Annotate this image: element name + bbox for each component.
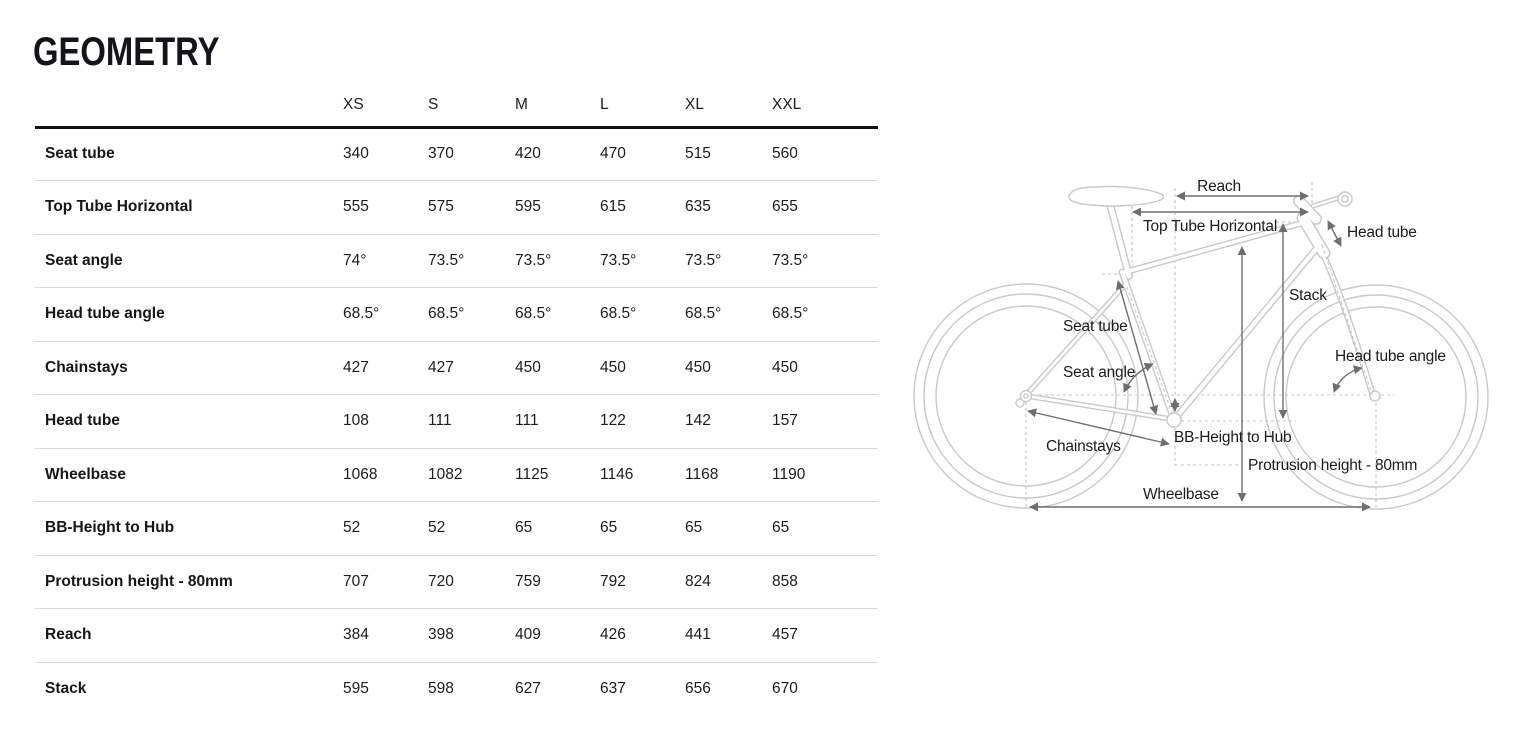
row-label: BB-Height to Hub [45,519,175,537]
row-label: Head tube angle [45,305,165,323]
row-label: Wheelbase [45,465,126,483]
table-cell: 427 [343,358,369,376]
table-cell: 73.5° [600,251,637,269]
table-body [35,127,878,716]
table-cell: 595 [515,198,541,216]
table-cell: 65 [772,519,790,537]
label-bb-height-to-hub: BB-Height to Hub [1174,429,1292,446]
table-row [35,609,878,663]
label-head-tube: Head tube [1347,224,1417,241]
rear-derailleur [1016,399,1024,407]
saddle [1069,186,1163,205]
handlebar-grip [1338,192,1352,206]
table-cell: 142 [685,412,711,430]
table-row [35,341,878,395]
table-cell: 384 [343,626,369,644]
table-cell: 426 [600,626,626,644]
table-cell: 74° [343,251,367,269]
table-cell: 398 [428,626,454,644]
table-cell: 858 [772,572,798,590]
row-label: Stack [45,680,87,697]
table-cell: 637 [600,680,626,697]
table-row [35,127,878,181]
table-row [35,181,878,235]
row-label: Reach [45,626,92,644]
row-label: Protrusion height - 80mm [45,572,233,590]
diagram-labels [1046,178,1446,503]
label-head-tube-angle: Head tube angle [1335,348,1446,365]
table-cell: 1168 [685,465,719,483]
column-header: L [600,95,609,113]
table-cell: 1082 [428,465,463,483]
table-cell: 73.5° [685,251,722,269]
table-cell: 450 [772,358,798,376]
label-chainstays: Chainstays [1046,438,1121,455]
table-cell: 111 [515,412,539,430]
page-title: GEOMETRY [33,30,220,74]
table-cell: 470 [600,145,626,163]
head-tube-arrow [1328,221,1341,246]
table-header-row [35,84,878,127]
table-row [35,662,878,716]
column-header: XXL [772,95,802,113]
table-cell: 1125 [515,465,549,483]
table-row [35,234,878,288]
table-cell: 65 [515,519,533,537]
row-label: Head tube [45,412,120,430]
wheels [914,284,1488,509]
table-cell: 720 [428,572,454,590]
corner-cell [35,84,343,127]
table-cell: 65 [600,519,618,537]
table-cell: 555 [343,198,369,216]
table-cell: 427 [428,358,454,376]
table-cell: 68.5° [428,305,465,323]
table-cell: 824 [685,572,711,590]
table-cell: 68.5° [600,305,637,323]
table-cell: 450 [515,358,541,376]
table-cell: 450 [685,358,711,376]
column-header: M [515,95,528,113]
row-label: Seat angle [45,251,123,269]
table-cell: 122 [600,412,626,430]
table-cell: 1068 [343,465,378,483]
label-reach: Reach [1197,178,1241,195]
label-seat-tube: Seat tube [1063,318,1128,335]
label-protrusion-height: Protrusion height - 80mm [1248,457,1418,474]
table-cell: 595 [343,680,369,697]
table-row [35,288,878,342]
table-cell: 656 [685,680,711,697]
column-header: XS [343,95,364,113]
table-cell: 108 [343,412,369,430]
table-cell: 420 [515,145,541,163]
table-cell: 759 [515,572,541,590]
table-cell: 635 [685,198,711,216]
table-cell: 515 [685,145,711,163]
table-cell: 792 [600,572,626,590]
label-stack: Stack [1289,287,1327,304]
table-cell: 409 [515,626,541,644]
table-cell: 370 [428,145,454,163]
head-tube-angle-arc [1334,368,1362,392]
front-hub [1370,391,1380,401]
table-cell: 52 [428,519,446,537]
table-cell: 670 [772,680,798,697]
label-seat-angle: Seat angle [1063,364,1136,381]
row-label: Top Tube Horizontal [45,198,193,216]
table-row [35,395,878,449]
column-header: XL [685,95,704,113]
label-wheelbase: Wheelbase [1143,486,1219,503]
table-cell: 457 [772,626,798,644]
table-cell: 575 [428,198,454,216]
table-cell: 655 [772,198,798,216]
column-header: S [428,95,439,113]
table-cell: 68.5° [685,305,722,323]
table-cell: 615 [600,198,626,216]
table-cell: 68.5° [515,305,552,323]
row-label: Seat tube [45,145,115,163]
table-cell: 68.5° [343,305,380,323]
row-label: Chainstays [45,358,128,376]
table-cell: 111 [428,412,452,430]
table-cell: 157 [772,412,798,430]
geometry-table [35,84,878,716]
table-cell: 1146 [600,465,634,483]
table-cell: 65 [685,519,703,537]
bike-geometry-diagram [910,155,1539,534]
table-cell: 441 [685,626,711,644]
table-cell: 707 [343,572,369,590]
table-cell: 73.5° [428,251,465,269]
table-cell: 450 [600,358,626,376]
table-cell: 68.5° [772,305,809,323]
table-cell: 52 [343,519,361,537]
table-cell: 73.5° [515,251,552,269]
table-cell: 73.5° [772,251,809,269]
bottom-bracket [1167,413,1181,427]
table-cell: 598 [428,680,454,697]
table-row [35,502,878,556]
table-row [35,555,878,609]
table-cell: 627 [515,680,541,697]
label-top-tube-horizontal: Top Tube Horizontal [1143,218,1278,235]
table-row [35,448,878,502]
table-cell: 340 [343,145,369,163]
table-cell: 560 [772,145,798,163]
table-cell: 1190 [772,465,806,483]
